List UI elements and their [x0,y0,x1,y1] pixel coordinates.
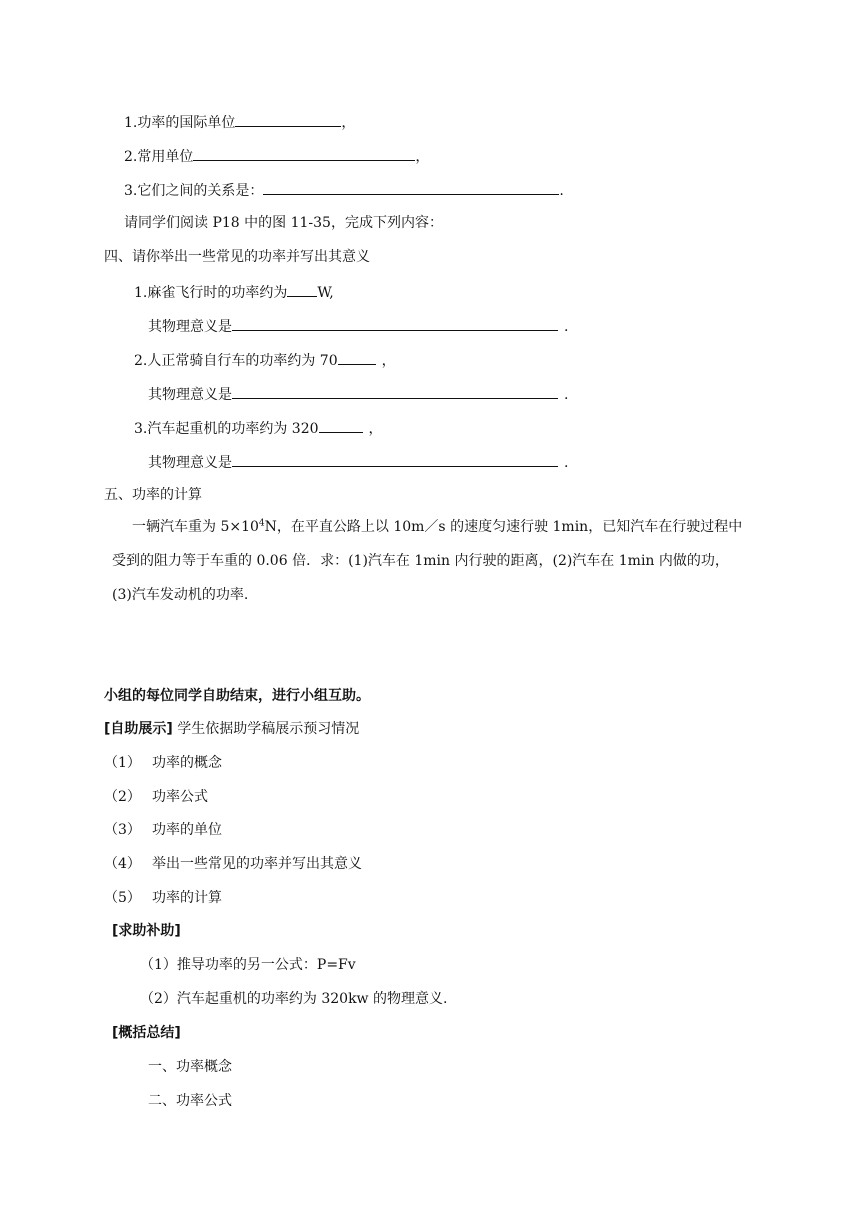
list-item [104,889,222,907]
meaning-line-2 [148,384,568,404]
example-3-label: 3.汽车起重机的功率约为 320 [134,421,319,437]
problem-text: N，在平直公路上以 10m／s 的速度匀速行驶 1min，已知汽车在行驶过程中 [264,519,743,535]
punct: . [564,455,569,471]
unit-text: W, [317,285,334,301]
units-label-1: 1.功率的国际单位 [124,115,236,131]
section4-heading: 四、请你举出一些常见的功率并写出其意义 [104,249,370,265]
summary-item-1: 一、功率概念 [148,1059,232,1075]
self-show-line [104,720,359,738]
blank-field-7[interactable] [232,384,558,399]
list-item [104,821,222,839]
section5-heading: 五、功率的计算 [104,487,202,503]
summary-item-2: 二、功率公式 [148,1093,232,1109]
punct: ， [415,149,430,165]
list-text: 功率的概念 [152,755,222,771]
list-text: 功率的单位 [152,822,222,838]
blank-field-9[interactable] [232,452,558,467]
meaning-line-1 [148,316,568,336]
help-item-1: （1）推导功率的另一公式：P=Fv [140,957,356,973]
list-number: （3） [104,822,141,838]
list-item [104,855,362,873]
punct: ， [381,353,396,369]
blank-field-5[interactable] [232,316,558,331]
list-item [104,788,208,806]
list-number: （2） [104,789,141,805]
problem-line-1 [132,518,742,536]
example-1 [134,282,334,302]
meaning-label: 其物理意义是 [148,387,232,403]
problem-line-2: 受到的阻力等于车重的 0.06 倍．求：(1)汽车在 1min 内行驶的距离，(2)汽车在 1min 内做的功， [112,553,729,569]
self-show-label: [自助展示] [104,721,173,737]
units-line-1 [124,112,355,132]
list-text: 举出一些常见的功率并写出其意义 [152,856,362,872]
self-show-text: 学生依据助学稿展示预习情况 [177,721,360,737]
read-note: 请同学们阅读 P18 中的图 11-35，完成下列内容： [124,215,443,231]
meaning-label: 其物理意义是 [148,455,232,471]
blank-field-3[interactable] [263,180,559,195]
example-1-label: 1.麻雀飞行时的功率约为 [134,285,288,301]
problem-text: 一辆汽车重为 5×10 [132,519,259,535]
blank-field-4[interactable] [287,282,317,297]
group-note: 小组的每位同学自助结束，进行小组互助。 [104,688,370,704]
summary-heading: [概括总结] [112,1025,181,1041]
example-3 [134,418,383,438]
example-2 [134,350,396,370]
problem-line-3: (3)汽车发动机的功率. [112,587,249,603]
blank-field-1[interactable] [235,112,341,127]
list-number: （4） [104,856,141,872]
meaning-label: 其物理意义是 [148,319,232,335]
list-number: （5） [104,890,141,906]
punct: . [559,183,564,199]
units-line-3 [124,180,564,200]
list-item [104,754,222,772]
punct: . [564,387,569,403]
meaning-line-3 [148,452,568,472]
units-line-2 [124,146,429,166]
units-label-3: 3.它们之间的关系是： [124,183,264,199]
list-text: 功率的计算 [152,890,222,906]
punct: . [564,319,569,335]
example-2-label: 2.人正常骑自行车的功率约为 70 [134,353,338,369]
blank-field-2[interactable] [193,146,415,161]
punct: ， [341,115,356,131]
blank-field-8[interactable] [319,418,363,433]
exponent: 4 [258,518,265,529]
list-number: （1） [104,755,141,771]
blank-field-6[interactable] [338,350,376,365]
help-heading: [求助补助] [112,923,181,939]
punct: ， [368,421,383,437]
list-text: 功率公式 [152,789,208,805]
help-item-2: （2）汽车起重机的功率约为 320kw 的物理意义. [140,991,448,1007]
units-label-2: 2.常用单位 [124,149,194,165]
